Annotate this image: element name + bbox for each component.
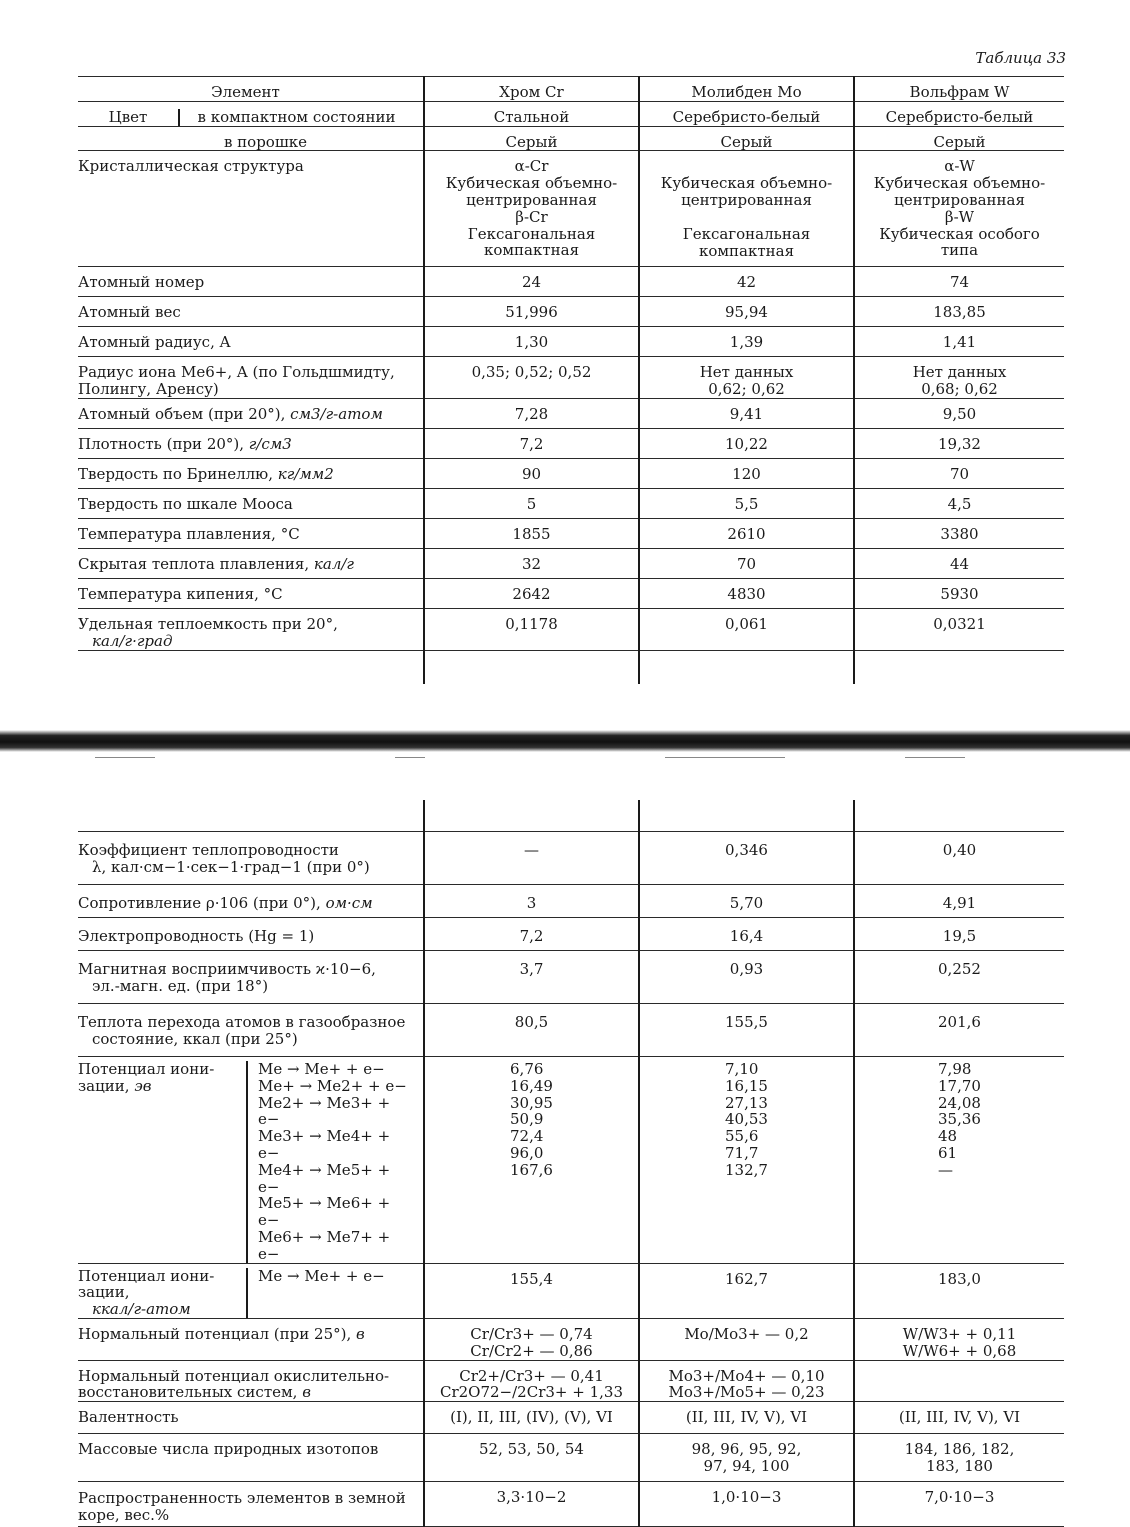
property-value: 2642	[424, 579, 639, 609]
property-label	[78, 357, 424, 399]
property-value: 1,41	[854, 327, 1064, 357]
line: Кубическая объемно-	[873, 174, 1046, 193]
property-row	[78, 297, 1064, 327]
redox-mo	[639, 1360, 854, 1402]
line: Кубическая объемно-	[445, 174, 618, 193]
line: Cr2+/Cr3+ — 0,41	[459, 1366, 604, 1385]
property-value: 4,5	[854, 489, 1064, 519]
property-value: 80,5	[424, 1004, 639, 1057]
property-value: 5,5	[639, 489, 854, 519]
normal-potential-row	[78, 1318, 1064, 1360]
cell: Серебристо-белый	[639, 101, 854, 126]
page-tear	[0, 730, 1130, 752]
line: Mo/Mo3+ — 0,2	[684, 1324, 809, 1343]
property-value: 4,91	[854, 885, 1064, 918]
property-value: 3380	[854, 519, 1064, 549]
ionization-kcal-label-cell	[78, 1263, 424, 1318]
cell: 98, 96, 95, 92, 97, 94, 100	[639, 1434, 854, 1482]
line: α-W	[944, 157, 975, 176]
cell: 52, 53, 50, 54	[424, 1434, 639, 1482]
property-value: —	[424, 832, 639, 885]
property-value: 0,252	[854, 951, 1064, 1004]
property-label	[78, 489, 424, 519]
property-value: 7,28	[424, 399, 639, 429]
property-value: 1,30	[424, 327, 639, 357]
ionization-value: —	[938, 1160, 954, 1179]
ionization-value: 40,53	[725, 1110, 768, 1129]
ionization-step: Me5+ → Me6+ + e−	[258, 1194, 391, 1230]
cell: 7,0·10−3	[854, 1482, 1064, 1527]
property-value: 70	[639, 549, 854, 579]
cell: Стальной	[424, 101, 639, 126]
property-label-text: Температура кипения, °C	[78, 585, 283, 604]
property-value: 120	[639, 459, 854, 489]
property-label-text: Магнитная восприимчивость ϰ·10−6,	[78, 960, 376, 978]
structure-cr	[424, 151, 639, 267]
ionization-value: 30,95	[510, 1093, 553, 1112]
ionization-value: 55,6	[725, 1127, 759, 1146]
powder-label: в порошке	[78, 126, 424, 151]
property-unit: кал/г·град	[92, 632, 173, 651]
ionization-step: Me6+ → Me7+ + e−	[258, 1227, 391, 1263]
ionization-value: 48	[938, 1127, 958, 1146]
property-value: 3	[424, 885, 639, 918]
color-compact-row	[78, 101, 1064, 126]
property-label	[78, 579, 424, 609]
cell: 184, 186, 182, 183, 180	[854, 1434, 1064, 1482]
property-value: 7,2	[424, 918, 639, 951]
property-row	[78, 549, 1064, 579]
table-caption: Таблица 33	[975, 49, 1066, 67]
property-value: 90	[424, 459, 639, 489]
normal-potential-w	[854, 1318, 1064, 1360]
property-value: 10,22	[639, 429, 854, 459]
property-value: 0,35; 0,52; 0,52	[424, 357, 639, 399]
property-value: 42	[639, 267, 854, 297]
ionization-value: 27,13	[725, 1093, 768, 1112]
valence-row	[78, 1402, 1064, 1434]
property-value: 155,5	[639, 1004, 854, 1057]
property-value: 9,41	[639, 399, 854, 429]
ionization-step: Me → Me+ + e−	[258, 1060, 385, 1078]
continuation-stub	[78, 651, 1064, 685]
property-unit: см3/г-атом	[290, 405, 383, 424]
line: Mo3+/Mo4+ — 0,10	[668, 1366, 825, 1385]
property-value: 5,70	[639, 885, 854, 918]
ionization-value: 7,10	[725, 1060, 759, 1078]
isotopes-label: Массовые числа природных изотопов	[78, 1434, 424, 1482]
header-cr: Хром Cr	[424, 77, 639, 102]
ionization-kcal-step: Me → Me+ + e−	[246, 1268, 413, 1318]
ionization-w	[854, 1057, 1064, 1264]
ionization-value: 35,36	[938, 1110, 981, 1129]
properties-table-top	[78, 76, 1064, 684]
line: W/W3+ + 0,11	[902, 1324, 1017, 1343]
line: β-Cr	[515, 207, 548, 226]
ionization-step: Me+ → Me2+ + e−	[258, 1076, 407, 1095]
line: α-Cr	[514, 157, 549, 176]
cell: Серебристо-белый	[854, 101, 1064, 126]
property-label	[78, 549, 424, 579]
property-row	[78, 832, 1064, 885]
property-label	[78, 832, 424, 885]
property-label-text: Твердость по шкале Мооса	[78, 495, 293, 514]
property-value: 0,061	[639, 609, 854, 651]
line: центрированная	[894, 190, 1025, 209]
property-value: 4830	[639, 579, 854, 609]
property-row	[78, 327, 1064, 357]
property-value: 70	[854, 459, 1064, 489]
line: компактная	[698, 241, 795, 260]
cell: 162,7	[639, 1263, 854, 1318]
property-label	[78, 399, 424, 429]
property-value: 2610	[639, 519, 854, 549]
line: Кубическая объемно-	[660, 174, 833, 193]
ionization-value: 16,15	[725, 1076, 768, 1095]
property-value: 24	[424, 267, 639, 297]
line: Cr2O72−/2Cr3+ + 1,33	[439, 1383, 623, 1402]
ionization-value: 16,49	[510, 1076, 553, 1095]
property-value: 44	[854, 549, 1064, 579]
property-label-text: Плотность (при 20°),	[78, 435, 249, 454]
property-value: 5	[424, 489, 639, 519]
property-value: 183,85	[854, 297, 1064, 327]
property-label-text: Коэффициент теплопроводности	[78, 841, 339, 859]
property-label-continuation: состояние, ккал (при 25°)	[92, 1029, 298, 1048]
property-row	[78, 885, 1064, 918]
property-value: 16,4	[639, 918, 854, 951]
np-label: Нормальный потенциал (при 25°),	[78, 1324, 356, 1343]
property-value: 0,0321	[854, 609, 1064, 651]
continuation-stub	[78, 800, 1064, 832]
property-value: 9,50	[854, 399, 1064, 429]
property-value: 3,7	[424, 951, 639, 1004]
property-label-text: Теплота перехода атомов в газообразное	[78, 1013, 406, 1031]
ionization-label-text: Потенциал иони-зации,	[78, 1060, 215, 1095]
property-label-text: Сопротивление ρ·106 (при 0°),	[78, 894, 326, 912]
cell: 183,0	[854, 1263, 1064, 1318]
property-value: 19,5	[854, 918, 1064, 951]
property-row	[78, 459, 1064, 489]
property-unit: ом·см	[325, 894, 373, 912]
ionization-value: 6,76	[510, 1060, 544, 1078]
property-row	[78, 609, 1064, 651]
color-powder-row	[78, 126, 1064, 151]
header-mo: Молибден Mo	[639, 77, 854, 102]
line: Mo3+/Mo5+ — 0,23	[668, 1383, 825, 1402]
line: Cr/Cr2+ — 0,86	[470, 1341, 593, 1360]
redox-unit: в	[302, 1383, 311, 1402]
property-unit: кг/мм2	[277, 465, 334, 484]
ionization-kcal-unit: ккал/г-атом	[92, 1300, 191, 1319]
property-row	[78, 357, 1064, 399]
property-label-text: Электропроводность (Hg = 1)	[78, 927, 315, 945]
np-unit: в	[356, 1324, 365, 1343]
normal-potential-mo	[639, 1318, 854, 1360]
property-label-text: Атомный радиус, A	[78, 333, 231, 352]
cell: Серый	[424, 126, 639, 151]
property-value: 0,93	[639, 951, 854, 1004]
property-row	[78, 519, 1064, 549]
property-row	[78, 579, 1064, 609]
property-label	[78, 327, 424, 357]
cell: Серый	[854, 126, 1064, 151]
property-value: 5930	[854, 579, 1064, 609]
cell: (II, III, IV, V), VI	[639, 1402, 854, 1434]
property-value: 1,39	[639, 327, 854, 357]
abundance-row	[78, 1482, 1064, 1527]
ionization-step: Me3+ → Me4+ + e−	[258, 1127, 391, 1162]
line: Cr/Cr3+ — 0,74	[470, 1324, 593, 1343]
cell: (II, III, IV, V), VI	[854, 1402, 1064, 1434]
property-label-text: Удельная теплоемкость при 20°,	[78, 615, 338, 634]
structure-w	[854, 151, 1064, 267]
cell: 3,3·10−2	[424, 1482, 639, 1527]
tear-residue	[95, 757, 1075, 759]
ionization-steps	[246, 1061, 413, 1263]
ionization-value: 50,9	[510, 1110, 544, 1129]
property-value: 74	[854, 267, 1064, 297]
property-value: 0,346	[639, 832, 854, 885]
property-label	[78, 267, 424, 297]
property-row	[78, 918, 1064, 951]
valence-label: Валентность	[78, 1402, 424, 1434]
ionization-kcal-label: Потенциал иони-зации,	[78, 1266, 215, 1302]
ionization-value: 7,98	[938, 1060, 972, 1078]
property-value: Нет данных 0,68; 0,62	[854, 357, 1064, 399]
ionization-value: 24,08	[938, 1093, 981, 1112]
line: W/W6+ + 0,68	[902, 1341, 1017, 1360]
ionization-kcal-row	[78, 1263, 1064, 1318]
property-row	[78, 489, 1064, 519]
ionization-cr	[424, 1057, 639, 1264]
ionization-label-cell	[78, 1057, 424, 1264]
ionization-unit: эв	[134, 1076, 152, 1095]
ionization-value: 72,4	[510, 1127, 544, 1146]
property-label-text: Радиус иона Me6+, A (по Гольдшмидту, Полингу, Аренсу)	[78, 363, 395, 399]
line: Гексагональная	[467, 224, 596, 243]
ionization-value: 167,6	[510, 1160, 553, 1179]
property-label-text: Атомный вес	[78, 303, 181, 322]
color-label: Цвет	[78, 109, 180, 126]
ionization-value: 17,70	[938, 1076, 981, 1095]
property-label-continuation: эл.-магн. ед. (при 18°)	[92, 976, 269, 995]
line: компактная	[483, 241, 580, 260]
ionization-mo	[639, 1057, 854, 1264]
properties-table-bottom	[78, 800, 1064, 1527]
ionization-step: Me4+ → Me5+ + e−	[258, 1160, 391, 1196]
property-unit: г/см3	[248, 435, 292, 454]
property-row	[78, 951, 1064, 1004]
property-label-text: Атомный объем (при 20°),	[78, 405, 291, 424]
property-label-text: Атомный номер	[78, 273, 205, 292]
normal-potential-label	[78, 1318, 424, 1360]
line: центрированная	[466, 190, 597, 209]
redox-label-text: Нормальный потенциал окислительно-восстановительных систем,	[78, 1366, 390, 1402]
redox-cr	[424, 1360, 639, 1402]
property-value: 7,2	[424, 429, 639, 459]
cell: 155,4	[424, 1263, 639, 1318]
property-row	[78, 267, 1064, 297]
header-row	[78, 77, 1064, 102]
property-row	[78, 399, 1064, 429]
redox-label	[78, 1360, 424, 1402]
header-w: Вольфрам W	[854, 77, 1064, 102]
property-value: 51,996	[424, 297, 639, 327]
abundance-label: Распространенность элементов в земной коре, вес.%	[78, 1482, 424, 1527]
line: Гексагональная	[682, 224, 811, 243]
property-value: 0,1178	[424, 609, 639, 651]
ionization-label	[78, 1061, 246, 1263]
line: β-W	[944, 207, 975, 226]
ionization-value: 96,0	[510, 1143, 544, 1162]
property-label-text: Скрытая теплота плавления,	[78, 555, 314, 574]
redox-row	[78, 1360, 1064, 1402]
property-value: Нет данных 0,62; 0,62	[639, 357, 854, 399]
color-compact-label	[78, 101, 424, 126]
property-label-text: Температура плавления, °C	[78, 525, 300, 544]
line: центрированная	[681, 191, 812, 210]
cell: Серый	[639, 126, 854, 151]
property-row	[78, 429, 1064, 459]
header-element: Элемент	[78, 77, 424, 102]
property-value: 19,32	[854, 429, 1064, 459]
compact-label: в компактном состоянии	[197, 107, 396, 126]
ionization-value: 132,7	[725, 1160, 768, 1179]
ionization-value: 71,7	[725, 1143, 759, 1162]
property-label	[78, 459, 424, 489]
cell: (I), II, III, (IV), (V), VI	[424, 1402, 639, 1434]
property-row	[78, 1004, 1064, 1057]
property-value: 0,40	[854, 832, 1064, 885]
property-value: 95,94	[639, 297, 854, 327]
property-label	[78, 519, 424, 549]
property-label	[78, 609, 424, 651]
redox-w	[854, 1360, 1064, 1402]
structure-row	[78, 151, 1064, 267]
property-value: 32	[424, 549, 639, 579]
line: Кубическая особого типа	[879, 224, 1040, 260]
property-label	[78, 918, 424, 951]
property-value: 201,6	[854, 1004, 1064, 1057]
property-unit: кал/г	[313, 555, 355, 574]
property-label	[78, 885, 424, 918]
normal-potential-cr	[424, 1318, 639, 1360]
property-label	[78, 429, 424, 459]
isotopes-row	[78, 1434, 1064, 1482]
property-label-text: Твердость по Бринеллю,	[78, 465, 278, 484]
property-label	[78, 1004, 424, 1057]
property-value: 1855	[424, 519, 639, 549]
structure-mo	[639, 151, 854, 267]
property-label	[78, 297, 424, 327]
cell: 1,0·10−3	[639, 1482, 854, 1527]
ionization-row	[78, 1057, 1064, 1264]
property-label-continuation: λ, кал·см−1·сек−1·град−1 (при 0°)	[92, 857, 370, 876]
structure-label: Кристаллическая структура	[78, 151, 424, 267]
ionization-value: 61	[938, 1143, 958, 1162]
property-label	[78, 951, 424, 1004]
ionization-step: Me2+ → Me3+ + e−	[258, 1093, 391, 1129]
